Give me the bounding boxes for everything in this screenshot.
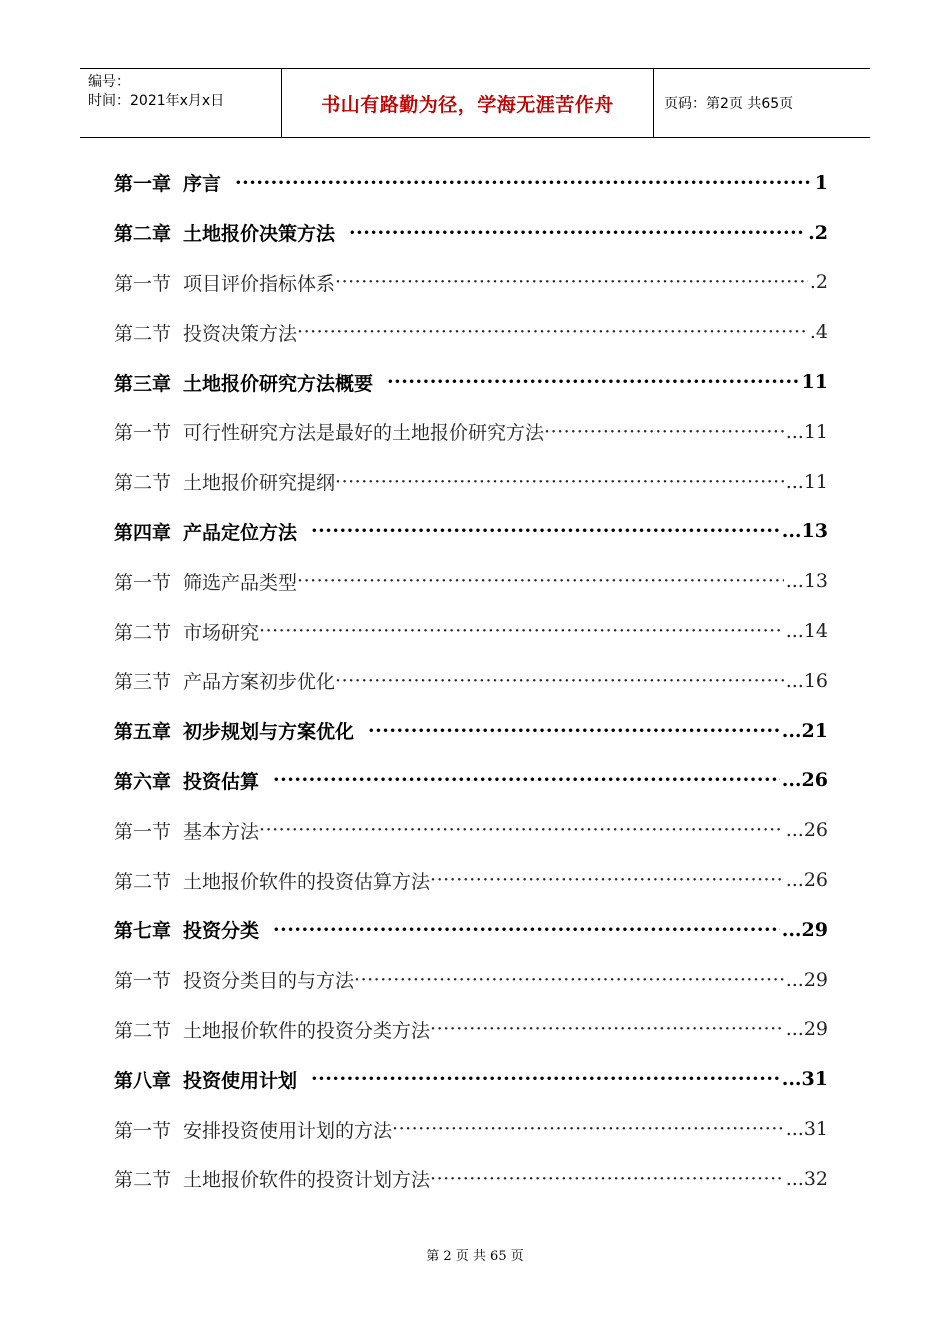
toc-entry-number: 第六章	[114, 770, 172, 793]
toc-entry-page: ...32	[785, 1167, 828, 1190]
toc-dot-leader	[311, 520, 780, 542]
toc-dot-leader	[235, 172, 813, 194]
toc-entry-number: 第二章	[114, 223, 172, 246]
toc-entry-title: 投资分类	[183, 920, 260, 943]
toc-entry-page: ...13	[785, 570, 828, 593]
serial-label: 编号：	[88, 74, 130, 90]
toc-dot-leader	[297, 321, 808, 343]
toc-chapter-entry[interactable]	[114, 706, 828, 756]
toc-dot-leader	[392, 1118, 784, 1140]
toc-entry-page: ...11	[785, 420, 828, 443]
toc-section-entry[interactable]	[114, 955, 828, 1005]
toc-section-entry[interactable]	[114, 258, 828, 308]
header-divider	[653, 69, 654, 137]
toc-dot-leader	[430, 1168, 784, 1190]
toc-entry-title: 产品定位方法	[183, 521, 298, 544]
toc-dot-leader	[273, 919, 780, 941]
toc-entry-title: 投资分类目的与方法	[183, 970, 355, 993]
toc-dot-leader	[335, 471, 784, 493]
toc-entry-page: ...14	[785, 620, 828, 643]
toc-entry-number: 第一节	[114, 272, 172, 295]
toc-entry-title: 土地报价软件的投资估算方法	[183, 870, 431, 893]
toc-dot-leader	[544, 421, 784, 443]
toc-entry-page: 1	[814, 171, 828, 194]
toc-entry-page: ...26	[785, 819, 828, 842]
toc-entry-number: 第二节	[114, 1169, 172, 1192]
toc-entry-page: ...26	[785, 869, 828, 892]
toc-entry-title: 项目评价指标体系	[183, 272, 336, 295]
toc-dot-leader	[430, 869, 784, 891]
toc-entry-number: 第二节	[114, 870, 172, 893]
toc-entry-page: ...13	[781, 520, 828, 543]
toc-entry-number: 第二节	[114, 1019, 172, 1042]
toc-entry-page: ...31	[781, 1068, 828, 1091]
toc-entry-title: 土地报价决策方法	[183, 223, 336, 246]
toc-dot-leader	[354, 969, 784, 991]
toc-dot-leader	[259, 620, 784, 642]
toc-entry-number: 第三节	[114, 671, 172, 694]
toc-entry-page: .2	[809, 271, 828, 294]
toc-entry-title: 筛选产品类型	[183, 571, 298, 594]
toc-dot-leader	[387, 371, 800, 393]
toc-entry-number: 第二节	[114, 472, 172, 495]
toc-dot-leader	[259, 819, 784, 841]
toc-entry-title: 产品方案初步优化	[183, 671, 336, 694]
toc-entry-number: 第一章	[114, 173, 172, 196]
page-header	[80, 68, 870, 138]
toc-entry-page: .4	[809, 321, 828, 344]
toc-section-entry[interactable]	[114, 407, 828, 457]
toc-section-entry[interactable]	[114, 1104, 828, 1154]
toc-dot-leader	[335, 670, 784, 692]
toc-dot-leader	[368, 720, 780, 742]
toc-chapter-entry[interactable]	[114, 507, 828, 557]
toc-section-entry[interactable]	[114, 656, 828, 706]
toc-entry-page: ...21	[781, 719, 828, 742]
toc-entry-page: ...29	[785, 968, 828, 991]
toc-entry-title: 投资估算	[183, 770, 260, 793]
toc-entry-title: 市场研究	[183, 621, 260, 644]
toc-entry-page: ...29	[785, 1018, 828, 1041]
toc-entry-page: 11	[801, 371, 828, 394]
toc-entry-number: 第五章	[114, 721, 172, 744]
toc-dot-leader	[311, 1068, 780, 1090]
toc-section-entry[interactable]	[114, 556, 828, 606]
toc-section-entry[interactable]	[114, 855, 828, 905]
toc-section-entry[interactable]	[114, 1005, 828, 1055]
toc-chapter-entry[interactable]	[114, 357, 828, 407]
toc-entry-title: 土地报价研究方法概要	[183, 372, 374, 395]
toc-chapter-entry[interactable]	[114, 905, 828, 955]
header-motto: 书山有路勤为径，学海无涯苦作舟	[321, 93, 614, 116]
toc-entry-title: 土地报价软件的投资计划方法	[183, 1169, 431, 1192]
toc-entry-number: 第四章	[114, 521, 172, 544]
toc-entry-title: 初步规划与方案优化	[183, 721, 355, 744]
header-meta	[88, 73, 224, 111]
toc-entry-title: 序言	[183, 173, 222, 196]
toc-entry-number: 第三章	[114, 372, 172, 395]
toc-chapter-entry[interactable]	[114, 158, 828, 208]
page-info-text: 页码：第2页 共65页	[664, 96, 794, 112]
toc-entry-title: 投资决策方法	[183, 322, 298, 345]
toc-dot-leader	[430, 1018, 784, 1040]
toc-entry-page: .2	[808, 221, 828, 244]
toc-chapter-entry[interactable]	[114, 756, 828, 806]
toc-entry-title: 投资使用计划	[183, 1069, 298, 1092]
toc-entry-page: ...26	[781, 769, 828, 792]
toc-dot-leader	[335, 271, 808, 293]
toc-entry-title: 基本方法	[183, 820, 260, 843]
toc-entry-number: 第一节	[114, 820, 172, 843]
toc-entry-page: ...11	[785, 470, 828, 493]
toc-entry-page: ...16	[785, 669, 828, 692]
toc-section-entry[interactable]	[114, 606, 828, 656]
toc-entry-number: 第一节	[114, 422, 172, 445]
toc-dot-leader	[273, 769, 780, 791]
toc-section-entry[interactable]	[114, 1154, 828, 1204]
toc-dot-leader	[349, 222, 806, 244]
toc-entry-number: 第一节	[114, 970, 172, 993]
toc-section-entry[interactable]	[114, 805, 828, 855]
toc-entry-title: 安排投资使用计划的方法	[183, 1119, 393, 1142]
toc-entry-number: 第七章	[114, 920, 172, 943]
toc-section-entry[interactable]	[114, 457, 828, 507]
toc-entry-page: ...29	[781, 918, 828, 941]
toc-entry-title: 土地报价软件的投资分类方法	[183, 1019, 431, 1042]
toc-entry-title: 土地报价研究提纲	[183, 472, 336, 495]
toc-entry-number: 第一节	[114, 1119, 172, 1142]
toc-chapter-entry[interactable]	[114, 208, 828, 258]
toc-entry-number: 第一节	[114, 571, 172, 594]
toc-entry-number: 第二节	[114, 621, 172, 644]
toc-dot-leader	[297, 570, 784, 592]
table-of-contents	[114, 158, 828, 1204]
header-page-info	[664, 69, 793, 137]
toc-entry-page: ...31	[785, 1118, 828, 1141]
page-footer: 第 2 页 共 65 页	[426, 1249, 524, 1264]
toc-entry-title: 可行性研究方法是最好的土地报价研究方法	[183, 422, 545, 445]
toc-entry-number: 第八章	[114, 1069, 172, 1092]
toc-entry-number: 第二节	[114, 322, 172, 345]
time-label: 时间：2021年x月x日	[88, 93, 225, 109]
toc-chapter-entry[interactable]	[114, 1054, 828, 1104]
toc-section-entry[interactable]	[114, 307, 828, 357]
